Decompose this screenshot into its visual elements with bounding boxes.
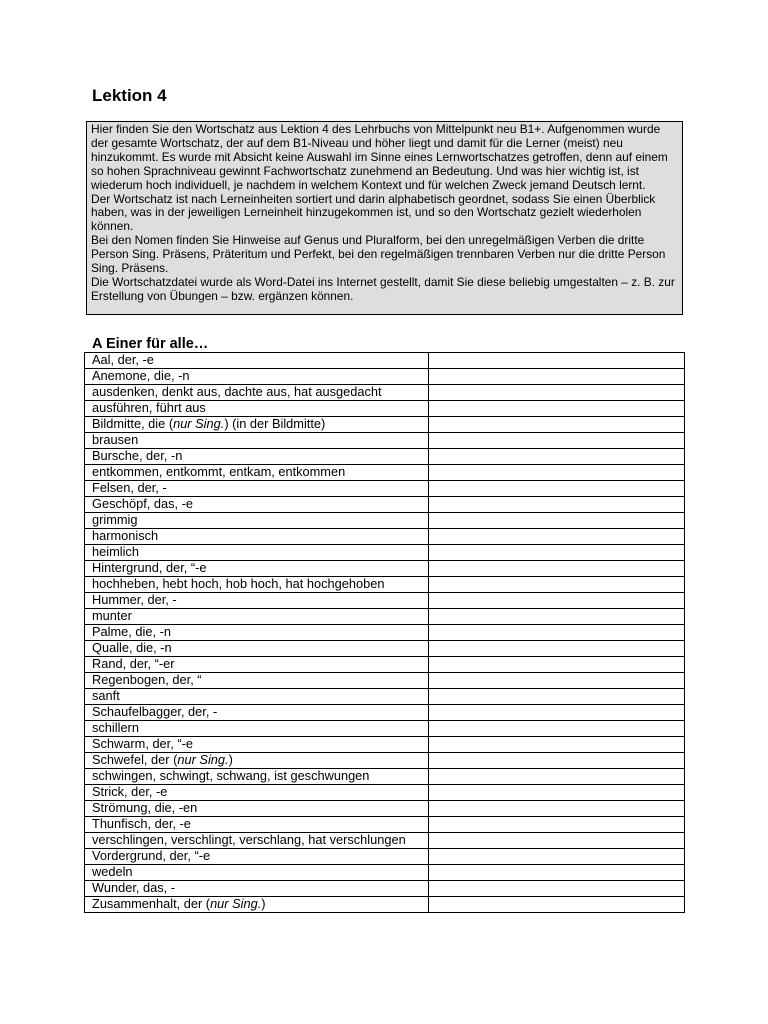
table-row: [85, 609, 685, 625]
table-row: [85, 753, 685, 769]
intro-paragraph: Die Wortschatzdatei wurde als Word-Datei ins Internet gestellt, damit Sie diese beliebig umgestalten – z. B. zur Erstellung von Übungen – bzw. ergänzen können.: [91, 274, 675, 303]
translation-cell[interactable]: [429, 753, 685, 769]
intro-paragraph: Der Wortschatz ist nach Lerneinheiten sortiert und darin alphabetisch geordnet, sodass Sie einen Überblick haben, was in der jeweiligen Lerneinheit hinzugekommen ist, und so den Wortschatz gezielt wiederholen können.: [91, 191, 656, 234]
vocabulary-table: [84, 352, 685, 913]
table-row: [85, 881, 685, 897]
translation-cell[interactable]: [429, 689, 685, 705]
translation-cell[interactable]: [429, 785, 685, 801]
vocab-term-cell: Geschöpf, das, -e: [85, 497, 429, 513]
table-row: [85, 817, 685, 833]
vocab-term-cell: Zusammenhalt, der (nur Sing.): [85, 897, 429, 913]
table-row: [85, 513, 685, 529]
table-row: [85, 673, 685, 689]
translation-cell[interactable]: [429, 481, 685, 497]
vocab-term-cell: wedeln: [85, 865, 429, 881]
intro-box: [86, 121, 683, 315]
translation-cell[interactable]: [429, 801, 685, 817]
vocab-term-cell: grimmig: [85, 513, 429, 529]
vocab-term-cell: brausen: [85, 433, 429, 449]
vocab-term-cell: Regenbogen, der, “: [85, 673, 429, 689]
table-row: [85, 433, 685, 449]
vocab-term-cell: schwingen, schwingt, schwang, ist geschwungen: [85, 769, 429, 785]
translation-cell[interactable]: [429, 497, 685, 513]
vocab-term-cell: Anemone, die, -n: [85, 369, 429, 385]
table-row: [85, 561, 685, 577]
intro-paragraph: Bei den Nomen finden Sie Hinweise auf Genus und Pluralform, bei den unregelmäßigen Verben die dritte Person Sing. Präsens, Präteritum und Perfekt, bei den regelmäßigen trennbaren Verben nur die dritte Person Sing. Präsens.: [91, 233, 666, 276]
vocab-term-cell: munter: [85, 609, 429, 625]
vocab-term-cell: Rand, der, “-er: [85, 657, 429, 673]
vocab-term-cell: Aal, der, -e: [85, 353, 429, 369]
vocab-term-cell: Hummer, der, -: [85, 593, 429, 609]
table-row: [85, 385, 685, 401]
vocab-term-cell: Hintergrund, der, “-e: [85, 561, 429, 577]
translation-cell[interactable]: [429, 817, 685, 833]
vocab-term-cell: Thunfisch, der, -e: [85, 817, 429, 833]
table-row: [85, 849, 685, 865]
vocab-term-cell: Felsen, der, -: [85, 481, 429, 497]
translation-cell[interactable]: [429, 657, 685, 673]
table-row: [85, 417, 685, 433]
vocab-term-cell: Bursche, der, -n: [85, 449, 429, 465]
vocab-term-cell: Schaufelbagger, der, -: [85, 705, 429, 721]
table-row: [85, 577, 685, 593]
vocab-term-cell: entkommen, entkommt, entkam, entkommen: [85, 465, 429, 481]
table-row: [85, 865, 685, 881]
vocab-term-cell: ausführen, führt aus: [85, 401, 429, 417]
vocab-term-cell: Strick, der, -e: [85, 785, 429, 801]
vocab-term-cell: hochheben, hebt hoch, hob hoch, hat hochgehoben: [85, 577, 429, 593]
vocab-term-cell: Schwarm, der, “-e: [85, 737, 429, 753]
table-row: [85, 897, 685, 913]
translation-cell[interactable]: [429, 849, 685, 865]
table-row: [85, 401, 685, 417]
table-row: [85, 369, 685, 385]
translation-cell[interactable]: [429, 625, 685, 641]
table-row: [85, 689, 685, 705]
vocab-term-cell: Strömung, die, -en: [85, 801, 429, 817]
vocab-term-cell: Bildmitte, die (nur Sing.) (in der Bildmitte): [85, 417, 429, 433]
translation-cell[interactable]: [429, 865, 685, 881]
vocab-term-cell: Vordergrund, der, “-e: [85, 849, 429, 865]
table-row: [85, 801, 685, 817]
table-row: [85, 833, 685, 849]
translation-cell[interactable]: [429, 561, 685, 577]
table-row: [85, 737, 685, 753]
table-row: [85, 529, 685, 545]
translation-cell[interactable]: [429, 385, 685, 401]
section-heading: A Einer für alle…: [92, 336, 209, 352]
translation-cell[interactable]: [429, 705, 685, 721]
translation-cell[interactable]: [429, 833, 685, 849]
translation-cell[interactable]: [429, 897, 685, 913]
translation-cell[interactable]: [429, 641, 685, 657]
translation-cell[interactable]: [429, 449, 685, 465]
page-title: Lektion 4: [92, 86, 167, 105]
vocab-term-cell: Qualle, die, -n: [85, 641, 429, 657]
table-row: [85, 353, 685, 369]
table-row: [85, 657, 685, 673]
vocab-term-cell: Schwefel, der (nur Sing.): [85, 753, 429, 769]
table-row: [85, 497, 685, 513]
translation-cell[interactable]: [429, 417, 685, 433]
table-row: [85, 721, 685, 737]
table-row: [85, 641, 685, 657]
translation-cell[interactable]: [429, 593, 685, 609]
translation-cell[interactable]: [429, 721, 685, 737]
table-row: [85, 481, 685, 497]
table-row: [85, 449, 685, 465]
translation-cell[interactable]: [429, 737, 685, 753]
vocab-term-cell: Wunder, das, -: [85, 881, 429, 897]
translation-cell[interactable]: [429, 673, 685, 689]
translation-cell[interactable]: [429, 433, 685, 449]
table-row: [85, 705, 685, 721]
translation-cell[interactable]: [429, 513, 685, 529]
translation-cell[interactable]: [429, 369, 685, 385]
translation-cell[interactable]: [429, 353, 685, 369]
vocab-term-cell: sanft: [85, 689, 429, 705]
table-row: [85, 465, 685, 481]
table-row: [85, 785, 685, 801]
table-row: [85, 625, 685, 641]
vocab-term-cell: heimlich: [85, 545, 429, 561]
translation-cell[interactable]: [429, 609, 685, 625]
vocab-term-cell: Palme, die, -n: [85, 625, 429, 641]
translation-cell[interactable]: [429, 465, 685, 481]
translation-cell[interactable]: [429, 545, 685, 561]
vocab-term-cell: verschlingen, verschlingt, verschlang, hat verschlungen: [85, 833, 429, 849]
translation-cell[interactable]: [429, 529, 685, 545]
table-row: [85, 593, 685, 609]
vocab-term-cell: harmonisch: [85, 529, 429, 545]
translation-cell[interactable]: [429, 401, 685, 417]
translation-cell[interactable]: [429, 881, 685, 897]
translation-cell[interactable]: [429, 577, 685, 593]
translation-cell[interactable]: [429, 769, 685, 785]
vocab-term-cell: ausdenken, denkt aus, dachte aus, hat ausgedacht: [85, 385, 429, 401]
table-row: [85, 769, 685, 785]
vocab-term-cell: schillern: [85, 721, 429, 737]
intro-paragraph: Hier finden Sie den Wortschatz aus Lektion 4 des Lehrbuchs von Mittelpunkt neu B1+. Aufgenommen wurde der gesamte Wortschatz, der auf dem B1-Niveau und höher liegt und damit für die Lerner (meist) neu hinzukommt. Es wurde mit Absicht keine Auswahl im Sinne eines Lernwortschatzes getroffen, denn auf einem so hohen Sprachniveau gewinnt Fachwortschatz zunehmend an Bedeutung. Und was hier wichtig ist, ist wiederum hoch individuell, je nachdem in welchem Kontext und für welchen Zweck jemand Deutsch lernt.: [91, 122, 668, 192]
table-row: [85, 545, 685, 561]
